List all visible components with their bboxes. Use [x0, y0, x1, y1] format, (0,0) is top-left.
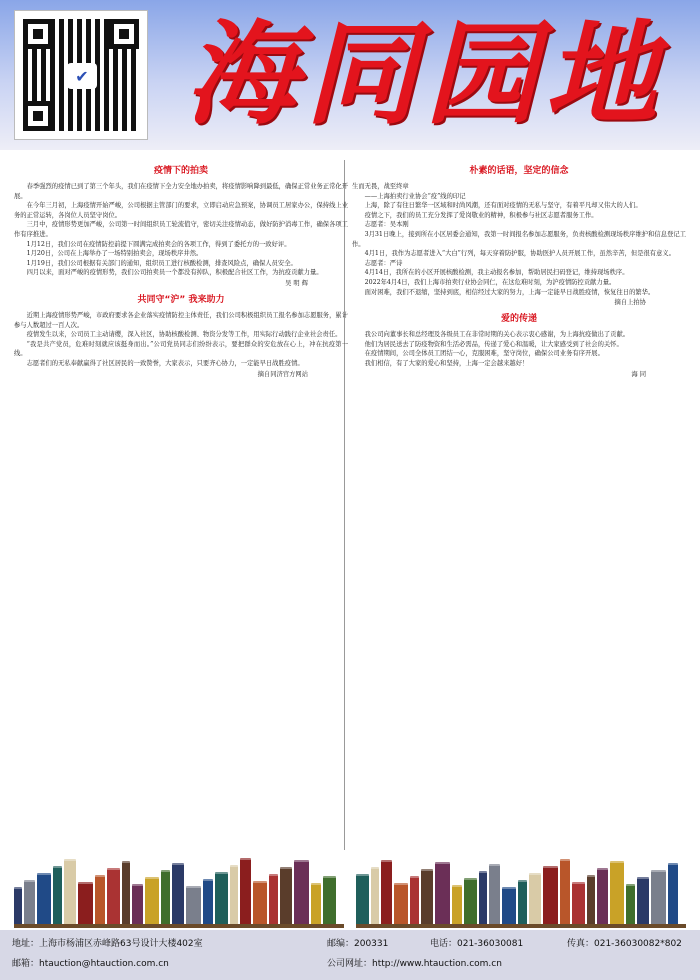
book-spine	[230, 865, 238, 925]
book-spine	[381, 860, 392, 925]
footer-phone: 电话：021-36030081	[430, 939, 524, 949]
section-title: 疫情下的拍卖	[153, 166, 208, 176]
paragraph: 生而无畏，战至终章	[352, 183, 409, 190]
footer-address: 地址：上海市杨浦区赤峰路63号设计大楼402室	[12, 939, 203, 949]
book-spine	[435, 862, 450, 925]
book-spine	[518, 880, 527, 925]
footer-bar	[0, 930, 700, 980]
book-spine	[161, 870, 170, 925]
paragraph: 面对困难，我们不退缩，坚持到底，相信经过大家的努力，上海一定能早日战胜疫情，恢复往日的繁华。	[364, 288, 655, 296]
book-spine	[668, 863, 678, 925]
paragraph: “我是共产党员，危难时刻就应该挺身而出。”公司党员同志们纷纷表示，要把群众的安危放在心上，冲在抗疫第一线。	[14, 340, 348, 358]
footer-email-link[interactable]: 邮箱：htauction@htauction.com.cn	[12, 959, 169, 969]
book-spine	[597, 868, 608, 925]
paragraph: 我公司向董事长和总经理及各级员工在非常时期的关心表示衷心感谢，为上海抗疫做出了贡献。	[364, 331, 630, 339]
book-spine	[132, 884, 143, 925]
paragraph: 近期上海疫情形势严峻，市政府要求各企业落实疫情防控主体责任，我们公司积极组织员工报名参加志愿服务，累计参与人数超过一百人次。	[14, 311, 348, 329]
book-spine	[489, 864, 500, 925]
book-spine	[394, 883, 408, 925]
book-spine	[107, 868, 120, 925]
book-spine	[637, 877, 649, 925]
paragraph: 在疫情期间，公司全体员工团结一心，克服困难，坚守岗位，确保公司业务有序开展。	[364, 350, 604, 358]
qr-finder-mark	[23, 19, 53, 49]
book-spine	[215, 872, 228, 925]
book-spine	[502, 887, 516, 925]
paragraph: 1月20日，公司在上海举办了一场特别拍卖会，现场秩序井然。	[26, 250, 203, 258]
book-spine	[529, 873, 541, 925]
book-spine	[543, 866, 558, 925]
article-body	[352, 182, 686, 297]
bookshelf-decoration	[356, 855, 686, 925]
qr-finder-mark	[23, 101, 53, 131]
header-banner	[0, 0, 700, 150]
paragraph: ——上海拍卖行业协会“疫”线的印记	[364, 192, 466, 200]
book-spine	[479, 871, 487, 925]
book-spine	[572, 882, 585, 925]
book-spine	[24, 880, 35, 925]
article-signature: 吴 明 辉	[285, 279, 308, 287]
paragraph: 上海，除了有往日繁华一区域和时尚风潮，还有面对疫情的无私与坚守，有着平凡却又伟大的人们。	[364, 202, 642, 210]
book-spine	[14, 887, 22, 925]
footer-row	[12, 954, 692, 974]
book-spine	[37, 873, 51, 925]
book-spine	[356, 874, 369, 925]
left-column	[14, 160, 348, 850]
book-spine	[323, 876, 336, 925]
article-body	[352, 330, 686, 368]
paragraph: 春季强烈的疫情已到了第三个年头，我们在疫情下全力安全地办拍卖，将疫情影响降到最低，确保正常业务正常化开展。	[14, 183, 348, 200]
paragraph: 4月1日，我作为志愿者进入“大白”行列，每天穿着防护服，协助医护人员开展工作，虽然辛苦，但是很有意义。	[364, 250, 675, 258]
right-column	[352, 160, 686, 850]
footer-fax: 传真：021-36030082*802	[567, 939, 682, 949]
book-spine	[651, 870, 666, 925]
bookshelf-decoration	[14, 855, 344, 925]
shelf-board	[14, 924, 344, 928]
section-title: 爱的传递	[500, 314, 537, 325]
book-spine	[587, 875, 595, 925]
book-spine	[78, 882, 93, 925]
article-signature: 摘自同济官方网站	[257, 370, 308, 378]
article-signature: 海 同	[631, 370, 646, 378]
footer-postcode: 邮编：200331	[327, 939, 389, 949]
qr-code-icon	[14, 10, 148, 140]
book-spine	[280, 867, 292, 925]
article-body	[14, 182, 348, 278]
article-signature: 摘自上拍协	[614, 299, 646, 307]
qr-finder-mark	[109, 19, 139, 49]
paragraph: 志愿者：吴本刚	[364, 221, 409, 229]
book-spine	[269, 874, 278, 925]
book-spine	[145, 877, 159, 925]
book-spine	[464, 878, 477, 925]
masthead-title: 海同园地	[185, 9, 665, 140]
book-spine	[371, 867, 379, 925]
book-spine	[294, 860, 309, 925]
footer-row	[12, 934, 692, 954]
paragraph: 疫情发生以来，公司员工主动请缨，深入社区，协助核酸检测、物资分发等工作，用实际行动践行企业社会责任。	[26, 331, 342, 339]
paragraph: 四月以来，面对严峻的疫情形势，我们公司拍卖员一个都没有掉队，积极配合社区工作，为抗疫贡献力量。	[26, 269, 323, 277]
book-spine	[610, 861, 624, 925]
book-spine	[253, 881, 267, 925]
paragraph: 4月14日，我所在的小区开展核酸检测，我主动报名参加，帮助居民扫码登记，维持现场秩序。	[364, 269, 629, 277]
paragraph: 1月19日，我们公司根据有关部门的通知，组织员工进行核酸检测，排查风险点，确保人员安全。	[26, 259, 297, 267]
article-body	[14, 311, 348, 369]
book-spine	[311, 883, 321, 925]
shelf-board	[356, 924, 686, 928]
section-title: 共同守“沪” 我来助力	[137, 294, 225, 305]
paragraph: 2022年4月4日，我们上海市拍卖行业协会同仁，在这危难时刻，为沪疫情防控贡献力量。	[364, 278, 616, 286]
book-spine	[410, 876, 419, 925]
paragraph: 志愿者：严诗	[364, 259, 403, 267]
book-spine	[186, 886, 201, 925]
paragraph: 在今年三月初，上海疫情开始严峻，公司根据主管部门的要求，立即启动应急预案，协调员工居家办公，保持线上业务的正常运转，各岗位人员坚守岗位。	[14, 202, 348, 219]
book-spine	[95, 875, 105, 925]
footer-website-link[interactable]: 公司网址：http://www.htauction.com.cn	[327, 959, 502, 969]
book-spine	[53, 866, 62, 925]
book-spine	[64, 859, 76, 925]
book-spine	[560, 859, 570, 925]
paragraph: 三月中，疫情形势更加严峻，公司第一时间组织员工轮流值守，密切关注疫情动态，做好防护消毒工作，确保各项工作有序推进。	[14, 221, 348, 238]
qr-code-pattern	[23, 19, 139, 131]
book-spine	[122, 861, 130, 925]
paragraph: 志愿者们的无私奉献赢得了社区居民的一致赞誉，大家表示，只要齐心协力，一定能早日战胜疫情。	[26, 359, 304, 367]
book-spine	[203, 879, 213, 925]
book-spine	[240, 858, 251, 925]
book-spine	[421, 869, 433, 925]
paragraph: 他们为居民送去了防疫物资和生活必需品，传递了爱心和温暖，让大家感受到了社会的关怀。	[364, 340, 623, 348]
book-spine	[172, 863, 184, 925]
company-logo-icon: ✔	[67, 63, 97, 89]
paragraph: 3月31日晚上，接到所在小区居委会通知，我第一时间报名参加志愿服务，负责核酸检测现场秩序维护和信息登记工作。	[352, 230, 686, 248]
book-spine	[452, 885, 462, 925]
section-title: 朴素的话语，坚定的信念	[469, 166, 569, 176]
paragraph: 我们相信，有了大家的爱心和坚持，上海一定会越来越好！	[364, 359, 529, 367]
paragraph: 1月12日，我们公司在疫情防控前提下圆满完成拍卖会的各项工作，得到了委托方的一致好评。	[26, 240, 291, 248]
paragraph: 疫情之下，我们的员工充分发挥了爱岗敬业的精神，积极参与社区志愿者服务工作。	[364, 211, 598, 219]
book-spine	[626, 884, 635, 925]
